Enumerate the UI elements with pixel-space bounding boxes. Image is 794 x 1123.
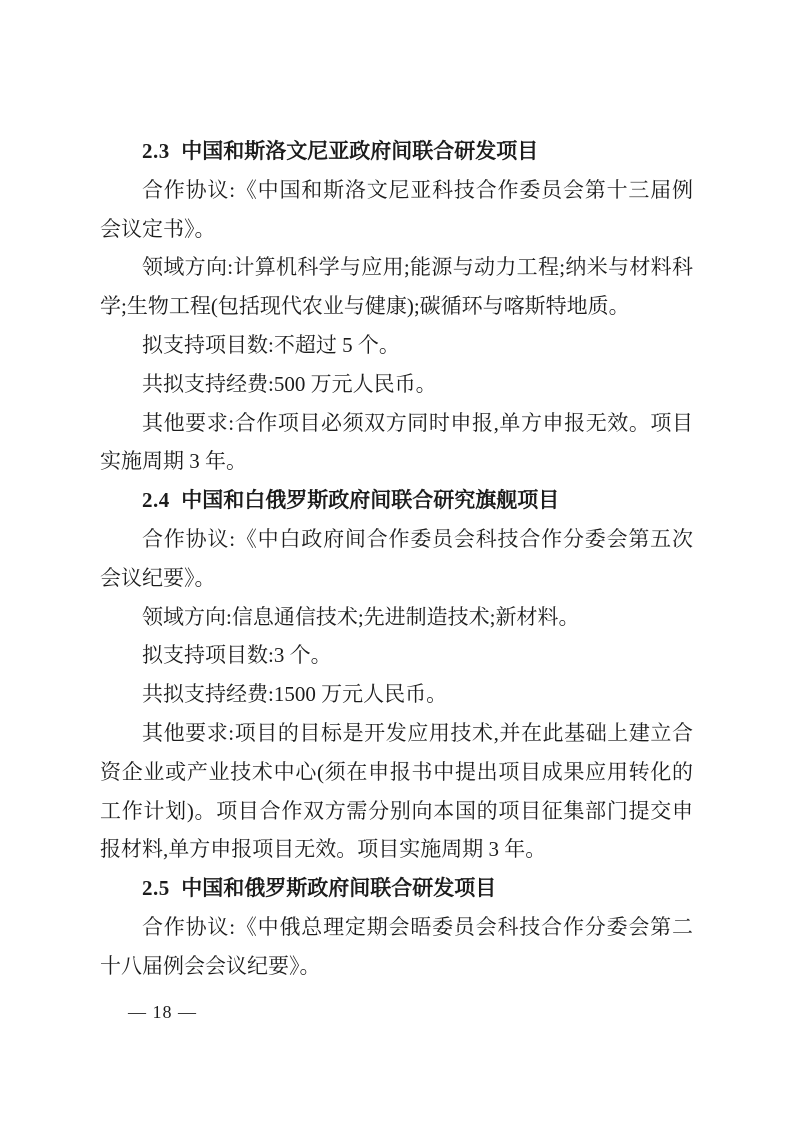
section-number: 2.4 xyxy=(142,488,170,513)
paragraph: 其他要求:合作项目必须双方同时申报,单方申报无效。项目实施周期 3 年。 xyxy=(100,410,693,474)
paragraph: 拟支持项目数:不超过 5 个。 xyxy=(142,332,400,357)
paragraph: 共拟支持经费:500 万元人民币。 xyxy=(142,371,437,396)
paragraph: 合作协议:《中俄总理定期会晤委员会科技合作分委会第二十八届例会会议纪要》。 xyxy=(100,914,693,978)
paragraph: 合作协议:《中国和斯洛文尼亚科技合作委员会第十三届例会议定书》。 xyxy=(100,177,693,241)
section-title: 中国和俄罗斯政府间联合研发项目 xyxy=(181,876,497,901)
paragraph: 领域方向:信息通信技术;先进制造技术;新材料。 xyxy=(142,604,580,629)
paragraph: 拟支持项目数:3 个。 xyxy=(142,643,332,668)
section-number: 2.5 xyxy=(142,876,170,901)
section-heading-2-5 xyxy=(100,869,693,908)
section-number: 2.3 xyxy=(142,139,170,163)
section-title: 中国和斯洛文尼亚政府间联合研发项目 xyxy=(181,139,539,163)
page-number: — 18 — xyxy=(128,1002,197,1022)
paragraph: 共拟支持经费:1500 万元人民币。 xyxy=(142,682,448,707)
document-body xyxy=(100,132,693,986)
section-title: 中国和白俄罗斯政府间联合研究旗舰项目 xyxy=(181,488,560,513)
paragraph: 其他要求:项目的目标是开发应用技术,并在此基础上建立合资企业或产业技术中心(须在申报书中提出项目成果应用转化的工作计划)。项目合作双方需分别向本国的项目征集部门提交申报材料,单方申报项目无效。项目实施周期 3 年。 xyxy=(100,720,693,862)
paragraph: 合作协议:《中白政府间合作委员会科技合作分委会第五次会议纪要》。 xyxy=(100,526,693,590)
section-heading-2-4 xyxy=(100,481,693,520)
paragraph: 领域方向:计算机科学与应用;能源与动力工程;纳米与材料科学;生物工程(包括现代农业与健康);碳循环与喀斯特地质。 xyxy=(100,255,693,319)
section-heading-2-3 xyxy=(100,132,693,171)
